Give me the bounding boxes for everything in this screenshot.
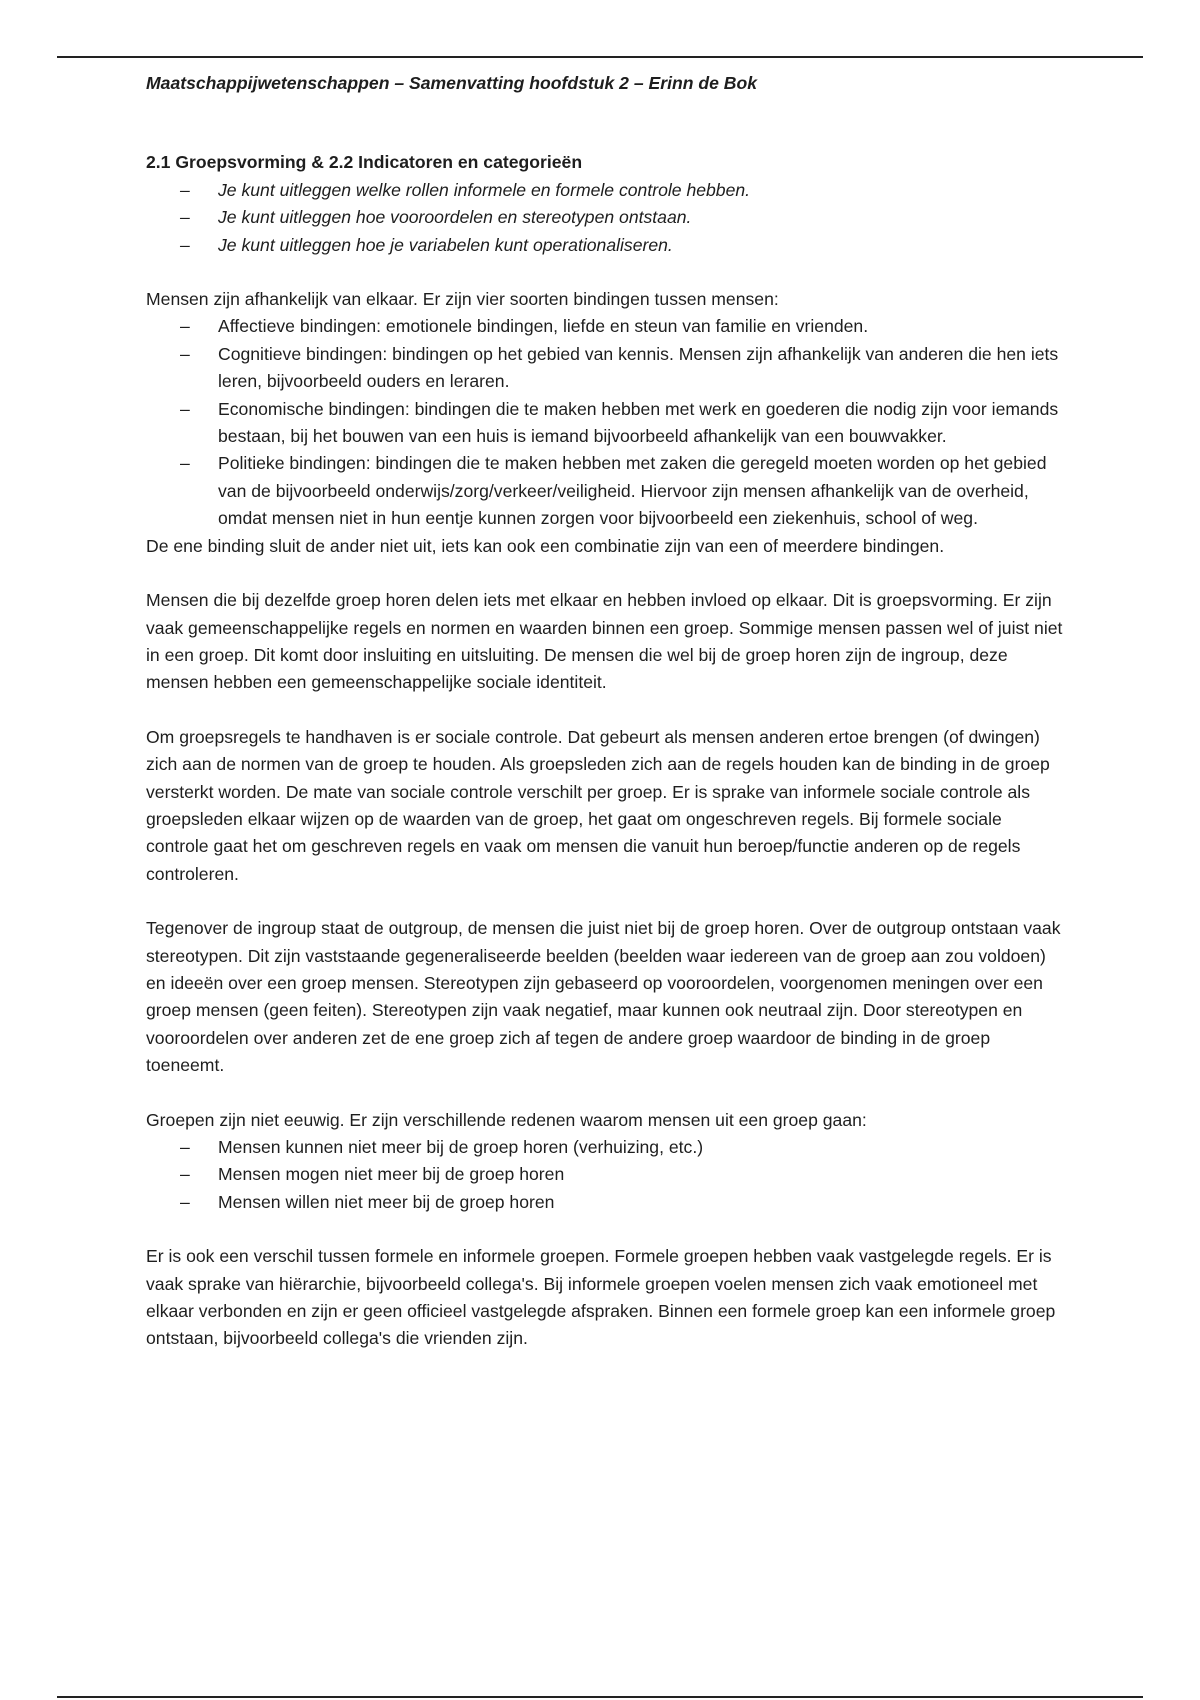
document-header: Maatschappijwetenschappen – Samenvatting hoofdstuk 2 – Erinn de Bok	[146, 73, 758, 93]
paragraph-outgroup: Tegenover de ingroup staat de outgroup, de mensen die juist niet bij de groep horen. Over de outgroup ontstaan vaak stereotypen. Dit zijn vaststaande gegeneraliseerde beelden (beelden waar iedereen van de groep aan zou voldoen) en ideeën over een groep mensen. Stereotypen zijn gebaseerd op vooroordelen, voorgenomen meningen over een groep mensen (geen feiten). Stereotypen zijn vaak negatief, maar kunnen ook neutraal zijn. Door stereotypen en vooroordelen over anderen zet de ene groep zich af tegen de andere groep waardoor de binding in de groep toeneemt.	[146, 918, 1061, 1076]
reason-text: Mensen kunnen niet meer bij de groep horen (verhuizing, etc.)	[218, 1137, 704, 1157]
goal-text: Je kunt uitleggen hoe je variabelen kunt operationaliseren.	[218, 234, 673, 255]
leave-intro: Groepen zijn niet eeuwig. Er zijn verschillende redenen waarom mensen uit een groep gaan:	[146, 1109, 867, 1130]
paragraph-sociale-controle: Om groepsregels te handhaven is er sociale controle. Dat gebeurt als mensen anderen ertoe brengen (of dwingen) zich aan de normen van de groep te houden. Als groepsleden zich aan de regels houden kan de binding in de groep versterkt worden. De mate van sociale controle verschilt per groep. Er is sprake van informele sociale controle als groepsleden elkaar wijzen op de waarden van de groep, het gaat om ongeschreven regels. Bij formele sociale controle gaat het om geschreven regels en vaak om mensen die vanuit hun beroep/functie anderen op de regels controleren.	[146, 726, 1050, 884]
bullet-dash: –	[180, 398, 190, 419]
paragraph-formele-groepen: Er is ook een verschil tussen formele en informele groepen. Formele groepen hebben vaak vastgelegde regels. Er is vaak sprake van hiërarchie, bijvoorbeeld collega's. Bij informele groepen voelen mensen zich vaak emotioneel met elkaar verbonden en zijn er geen officieel vastgelegde afspraken. Binnen een formele groep kan een informele groep ontstaan, bijvoorbeeld collega's die vrienden zijn.	[146, 1246, 1056, 1349]
list-item	[180, 1189, 1066, 1216]
bindings-outro: De ene binding sluit de ander niet uit, iets kan ook een combinatie zijn van een of meerdere bindingen.	[146, 535, 945, 556]
list-item	[180, 396, 1066, 451]
document-page	[146, 70, 1066, 1353]
list-item	[180, 1134, 1066, 1161]
reason-text: Mensen mogen niet meer bij de groep horen	[218, 1164, 565, 1185]
list-item	[180, 313, 1066, 340]
binding-text: Economische bindingen: bindingen die te maken hebben met werk en goederen die nodig zijn voor iemands bestaan, bij het bouwen van een huis is iemand bijvoorbeeld afhankelijk van een bouwvakker.	[218, 398, 1059, 447]
footer-rule	[57, 1696, 1143, 1698]
leave-reasons-list	[146, 1134, 1066, 1216]
binding-text: Cognitieve bindingen: bindingen op het gebied van kennis. Mensen zijn afhankelijk van anderen die hen iets leren, bijvoorbeeld ouders en leraren.	[218, 343, 1059, 392]
list-item	[180, 450, 1066, 532]
bullet-dash: –	[180, 234, 190, 255]
bullet-dash: –	[180, 1191, 190, 1212]
bullet-dash: –	[180, 207, 190, 228]
section-heading: 2.1 Groepsvorming & 2.2 Indicatoren en categorieën	[146, 152, 583, 173]
bullet-dash: –	[180, 179, 190, 200]
bindings-intro: Mensen zijn afhankelijk van elkaar. Er zijn vier soorten bindingen tussen mensen:	[146, 289, 779, 310]
reason-text: Mensen willen niet meer bij de groep horen	[218, 1191, 555, 1212]
header-rule	[57, 56, 1143, 58]
list-item	[180, 232, 1066, 259]
list-item	[180, 341, 1066, 396]
bullet-dash: –	[180, 316, 190, 337]
bullet-dash: –	[180, 343, 190, 364]
bindings-list	[146, 313, 1066, 532]
goal-text: Je kunt uitleggen hoe vooroordelen en stereotypen ontstaan.	[218, 207, 692, 228]
binding-text: Affectieve bindingen: emotionele bindingen, liefde en steun van familie en vrienden.	[218, 316, 869, 337]
binding-text: Politieke bindingen: bindingen die te maken hebben met zaken die geregeld moeten worden op het gebied van de bijvoorbeeld onderwijs/zorg/verkeer/veiligheid. Hiervoor zijn mensen afhankelijk van de overheid, omdat mensen niet in hun eentje kunnen zorgen voor bijvoorbeeld een ziekenhuis, school of weg.	[218, 453, 1047, 529]
bullet-dash: –	[180, 453, 190, 474]
goal-text: Je kunt uitleggen welke rollen informele en formele controle hebben.	[218, 179, 751, 200]
list-item	[180, 177, 1066, 204]
bullet-dash: –	[180, 1164, 190, 1185]
bullet-dash: –	[180, 1137, 190, 1157]
list-item	[180, 204, 1066, 231]
paragraph-groepsvorming: Mensen die bij dezelfde groep horen delen iets met elkaar en hebben invloed op elkaar. Dit is groepsvorming. Er zijn vaak gemeenschappelijke regels en normen en waarden binnen een groep. Sommige mensen passen wel of juist niet in een groep. Dit komt door insluiting en uitsluiting. De mensen die wel bij de groep horen zijn de ingroup, deze mensen hebben een gemeenschappelijke sociale identiteit.	[146, 590, 1063, 693]
list-item	[180, 1161, 1066, 1188]
learning-goals-list	[146, 177, 1066, 259]
